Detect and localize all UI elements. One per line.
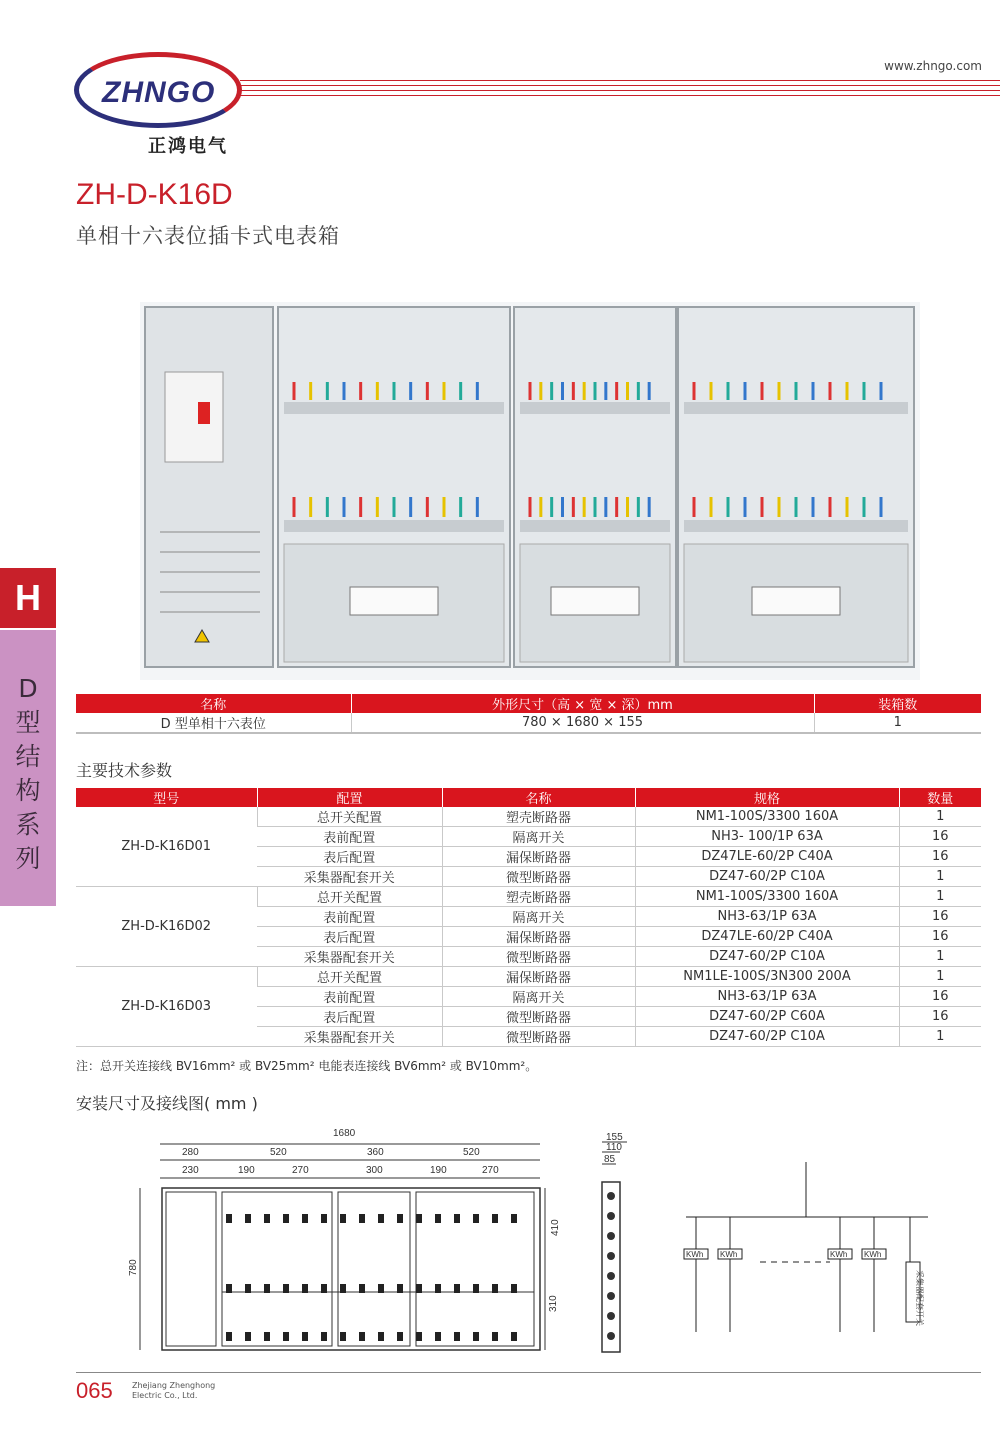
table-cell: 隔离开关 [442,907,635,927]
company-line-1: Zhejiang Zhenghong [132,1381,216,1390]
section-letter-tab: H [0,568,56,628]
table-cell: 表后配置 [257,927,442,947]
table-cell: 表后配置 [257,847,442,867]
table-cell: 总开关配置 [257,887,442,907]
product-name: 单相十六表位插卡式电表箱 [76,224,340,248]
table-cell: 1 [899,967,981,987]
table-cell: 1 [899,887,981,907]
installation-drawing [120,1122,1000,1362]
table-cell: 漏保断路器 [442,927,635,947]
footer-divider [76,1372,981,1373]
dim-w3: 360 [367,1147,384,1158]
table-cell: NM1-100S/3300 160A [635,887,899,907]
table-cell: NH3-63/1P 63A [635,907,899,927]
table-cell: 表前配置 [257,907,442,927]
series-char: 系 [15,810,41,839]
series-char: 列 [15,844,41,873]
dim-s5: 190 [430,1165,447,1176]
table-cell: 16 [899,827,981,847]
table-cell: 总开关配置 [257,967,442,987]
table-row [76,713,981,733]
header-lines [240,80,1000,102]
table-cell: 塑壳断路器 [442,807,635,827]
cell-model: ZH-D-K16D03 [76,967,257,1047]
table-cell: 1 [899,867,981,887]
table-cell: 表后配置 [257,1007,442,1027]
table-cell: 1 [899,947,981,967]
dim-d2: 110 [606,1142,622,1153]
meter-label: KWh [830,1250,848,1259]
cell-name: D 型单相十六表位 [76,713,351,733]
dim-s3: 270 [292,1165,309,1176]
dim-w1: 280 [182,1147,199,1158]
series-char: 结 [15,742,41,771]
dim-w2: 520 [270,1147,287,1158]
cell-qty: 1 [814,713,981,733]
col-header-name: 名称 [442,788,635,807]
table-cell: DZ47-60/2P C10A [635,867,899,887]
company-line-2: Electric Co., Ltd. [132,1391,198,1400]
dim-w4: 520 [463,1147,480,1158]
col-header-model: 型号 [76,788,257,807]
table-cell: DZ47LE-60/2P C40A [635,847,899,867]
table-cell: 16 [899,907,981,927]
table-cell: 16 [899,987,981,1007]
tech-params-table [76,788,981,1047]
dim-s2: 190 [238,1165,255,1176]
product-photo [140,302,920,680]
table-cell: 1 [899,1027,981,1047]
table-cell: NH3- 100/1P 63A [635,827,899,847]
col-header-qty: 装箱数 [814,694,981,713]
table-row [76,807,981,827]
table-cell: 16 [899,847,981,867]
cell-size: 780 × 1680 × 155 [351,713,814,733]
table-cell: 表前配置 [257,827,442,847]
table-cell: 隔离开关 [442,987,635,1007]
table-cell: NM1LE-100S/3N300 200A [635,967,899,987]
dim-h1: 410 [550,1219,561,1236]
table-cell: 表前配置 [257,987,442,1007]
table-cell: 微型断路器 [442,1027,635,1047]
dim-height: 780 [128,1259,139,1276]
table-cell: 漏保断路器 [442,967,635,987]
company-name [132,1381,215,1401]
wiring-note: 注：总开关连接线 BV16mm² 或 BV25mm² 电能表连接线 BV6mm² 或 BV10mm²。 [76,1059,538,1073]
series-char: 构 [15,776,41,805]
col-header-size: 外形尺寸（高 × 宽 × 深）mm [351,694,814,713]
table-row [76,887,981,907]
table-cell: NH3-63/1P 63A [635,987,899,1007]
dim-d3: 85 [604,1154,616,1165]
cell-model: ZH-D-K16D02 [76,887,257,967]
dim-s6: 270 [482,1165,499,1176]
page-number: 065 [76,1378,113,1403]
table-cell: DZ47LE-60/2P C40A [635,927,899,947]
table-cell: 总开关配置 [257,807,442,827]
logo-text: ZHNGO [102,76,216,109]
dim-total: 1680 [333,1128,356,1139]
dim-s1: 230 [182,1165,199,1176]
tech-params-heading: 主要技术参数 [76,761,173,780]
cell-model: ZH-D-K16D01 [76,807,257,887]
series-tab [0,630,56,906]
dim-s4: 300 [366,1165,383,1176]
table-cell: DZ47-60/2P C60A [635,1007,899,1027]
table-cell: DZ47-60/2P C10A [635,1027,899,1047]
table-cell: 微型断路器 [442,1007,635,1027]
drawing-heading: 安装尺寸及接线图( mm ) [76,1094,258,1113]
col-header-name: 名称 [76,694,351,713]
product-model: ZH-D-K16D [76,178,233,211]
col-header-quantity: 数量 [899,788,981,807]
meter-label: KWh [720,1250,738,1259]
table-cell: 采集器配套开关 [257,867,442,887]
series-char: D [18,674,38,703]
col-header-config: 配置 [257,788,442,807]
table-cell: DZ47-60/2P C10A [635,947,899,967]
meter-label: KWh [864,1250,882,1259]
table-cell: 微型断路器 [442,947,635,967]
col-header-spec: 规格 [635,788,899,807]
logo-chinese-name: 正鸿电气 [148,136,228,157]
table-cell: 塑壳断路器 [442,887,635,907]
table-cell: 16 [899,927,981,947]
dim-h2: 310 [548,1295,559,1312]
table-cell: 采集器配套开关 [257,1027,442,1047]
table-cell: 微型断路器 [442,867,635,887]
meter-label: KWh [686,1250,704,1259]
table-row [76,967,981,987]
table-cell: NM1-100S/3300 160A [635,807,899,827]
company-logo [74,52,244,162]
website-url[interactable]: www.zhngo.com [884,59,982,73]
dim-d1: 155 [606,1132,623,1143]
table-cell: 1 [899,807,981,827]
series-char: 型 [15,708,41,737]
table-cell: 采集器配套开关 [257,947,442,967]
table-cell: 隔离开关 [442,827,635,847]
table-cell: 漏保断路器 [442,847,635,867]
dimension-table [76,694,981,734]
table-cell: 16 [899,1007,981,1027]
collector-switch-label: 采集器配套开关 [915,1270,924,1326]
